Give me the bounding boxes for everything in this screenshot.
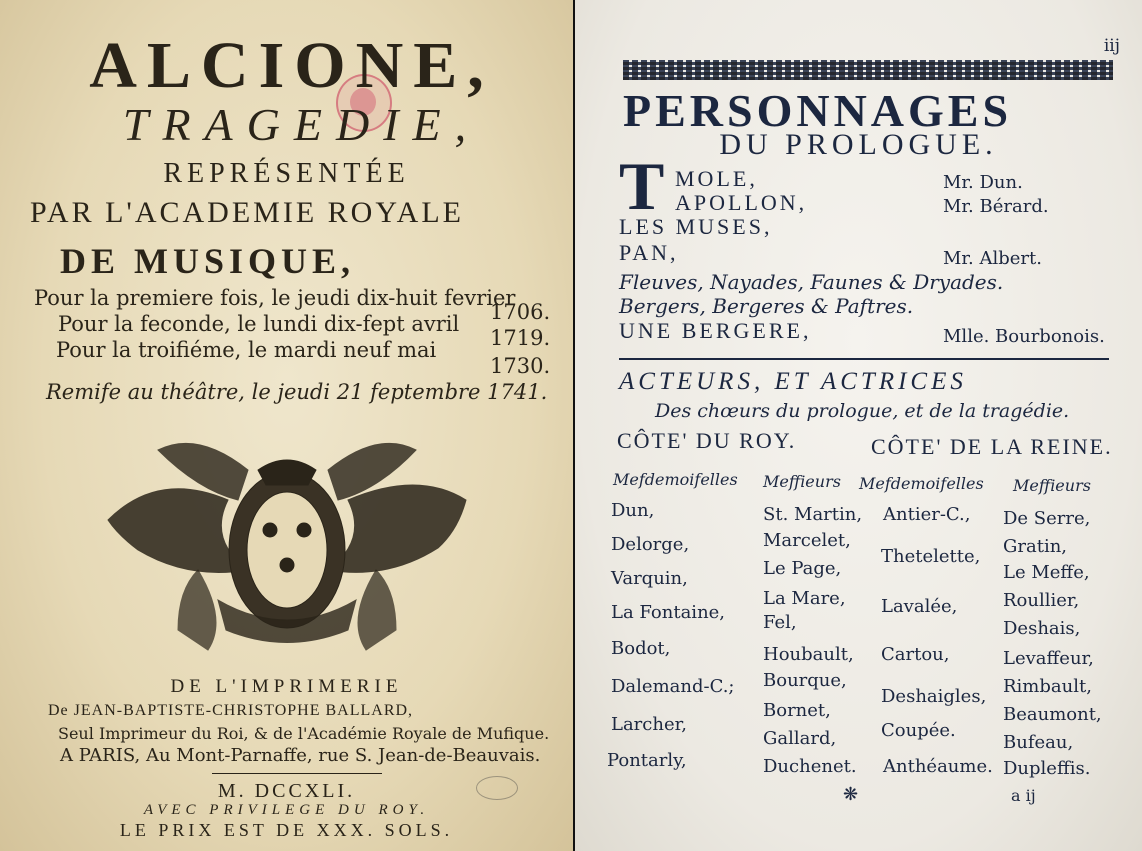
ink-mark: [476, 776, 518, 800]
cote-de-la-reine: CÔTE' DE LA REINE.: [871, 434, 1113, 459]
cast-name: Thetelette,: [881, 546, 981, 567]
cast-name: Antier-C.,: [883, 504, 971, 525]
role-actor: Mr. Dun.: [943, 172, 1023, 193]
cast-name: Varquin,: [611, 568, 688, 589]
academy-line: PAR L'ACADEMIE ROYALE: [30, 196, 464, 229]
cast-name: Larcher,: [611, 714, 687, 735]
cast-name: Lavalée,: [881, 596, 958, 617]
cast-name: Coupée.: [881, 720, 956, 741]
column-header: Meffieurs: [1013, 476, 1091, 495]
represented-line: REPRÉSENTÉE: [163, 158, 410, 189]
divider: [212, 773, 382, 774]
cast-name: Bodot,: [611, 638, 671, 659]
cast-name: Levaffeur,: [1003, 648, 1094, 669]
cast-name: La Fontaine,: [611, 602, 726, 623]
subheading: DU PROLOGUE.: [719, 128, 998, 161]
role-name: Bergers, Bergeres & Paftres.: [619, 294, 914, 318]
cast-name: Le Meffe,: [1003, 562, 1090, 583]
right-page: [575, 0, 1142, 851]
cast-name: Gratin,: [1003, 536, 1068, 557]
de-musique-line: DE MUSIQUE,: [60, 241, 356, 281]
role-name: APOLLON,: [675, 190, 808, 215]
cast-name: De Serre,: [1003, 508, 1091, 529]
role-name: UNE BERGERE,: [619, 318, 812, 343]
cast-name: Anthéaume.: [883, 756, 993, 777]
cast-name: Pontarly,: [607, 750, 687, 771]
cast-name: Dun,: [611, 500, 655, 521]
cast-name: Bourque,: [763, 670, 847, 691]
role-actor: Mlle. Bourbonois.: [943, 326, 1105, 347]
heading: PERSONNAGES: [623, 85, 1013, 136]
cast-name: Deshaigles,: [881, 686, 987, 707]
choeurs-line: Des chœurs du prologue, et de la tragédie.: [655, 400, 1070, 422]
cast-name: Dalemand-C.;: [611, 676, 735, 697]
price-line: LE PRIX EST DE XXX. SOLS.: [119, 820, 454, 840]
cast-name: La Mare,: [763, 588, 846, 609]
performance-year: 1706.: [490, 300, 551, 324]
cast-name: Houbault,: [763, 644, 854, 665]
performance-line: Pour la feconde, le lundi dix-fept avril: [58, 312, 460, 336]
acteurs-heading: ACTEURS, ET ACTRICES: [619, 368, 967, 395]
performance-year: 1719.: [490, 326, 551, 350]
book-title: ALCIONE,: [89, 29, 494, 102]
imprint-line: A PARIS, Au Mont-Parnaffe, rue S. Jean-de-Beauvais.: [60, 745, 541, 766]
cote-du-roy: CÔTE' DU ROY.: [617, 428, 797, 453]
book-subtitle: TRAGEDIE,: [122, 99, 481, 150]
imprint-line: DE L'IMPRIMERIE: [170, 676, 403, 697]
drop-cap: T: [619, 148, 665, 224]
cast-name: Gallard,: [763, 728, 837, 749]
performance-line: Pour la premiere fois, le jeudi dix-huit fevrier: [34, 286, 516, 310]
role-name: PAN,: [619, 240, 679, 265]
cast-name: Rimbault,: [1003, 676, 1092, 697]
signature-mark: a ij: [1011, 786, 1036, 805]
cast-name: Marcelet,: [763, 530, 851, 551]
performance-line: Pour la troifiéme, le mardi neuf mai: [56, 338, 437, 362]
column-header: Mefdemoifelles: [859, 474, 984, 493]
privilege-line: AVEC PRIVILEGE DU ROY.: [143, 802, 430, 818]
royal-arms-emblem-icon: [98, 430, 476, 660]
cast-name: St. Martin,: [763, 504, 863, 525]
publication-year: M. DCCXLI.: [217, 780, 356, 802]
remise-line: Remife au théâtre, le jeudi 21 feptembre 1741.: [46, 380, 548, 404]
role-name: Fleuves, Nayades, Faunes & Dryades.: [619, 270, 1004, 294]
imprint-line: Seul Imprimeur du Roi, & de l'Académie Royale de Mufique.: [58, 724, 550, 743]
cast-name: Delorge,: [611, 534, 690, 555]
cast-name: Beaumont,: [1003, 704, 1102, 725]
role-actor: Mr. Albert.: [943, 248, 1042, 269]
page-number: iij: [1103, 36, 1120, 56]
cast-name: Cartou,: [881, 644, 950, 665]
cast-name: Le Page,: [763, 558, 842, 579]
cast-name: Deshais,: [1003, 618, 1081, 639]
cast-name: Bufeau,: [1003, 732, 1074, 753]
cast-name: Bornet,: [763, 700, 831, 721]
divider: [619, 358, 1109, 360]
role-name: MOLE,: [675, 166, 758, 191]
cast-name: Roullier,: [1003, 590, 1080, 611]
performance-year: 1730.: [490, 354, 551, 378]
cast-name: Dupleffis.: [1003, 758, 1091, 779]
column-header: Meffieurs: [763, 472, 841, 491]
role-name: LES MUSES,: [619, 214, 773, 239]
fleuron-icon: ❋: [843, 784, 859, 805]
cast-name: Duchenet.: [763, 756, 857, 777]
ornament-band: [623, 60, 1113, 80]
cast-name: Fel,: [763, 612, 797, 633]
imprint-line: De JEAN-BAPTISTE-CHRISTOPHE BALLARD,: [48, 702, 414, 719]
role-actor: Mr. Bérard.: [943, 196, 1049, 217]
column-header: Mefdemoifelles: [613, 470, 738, 489]
